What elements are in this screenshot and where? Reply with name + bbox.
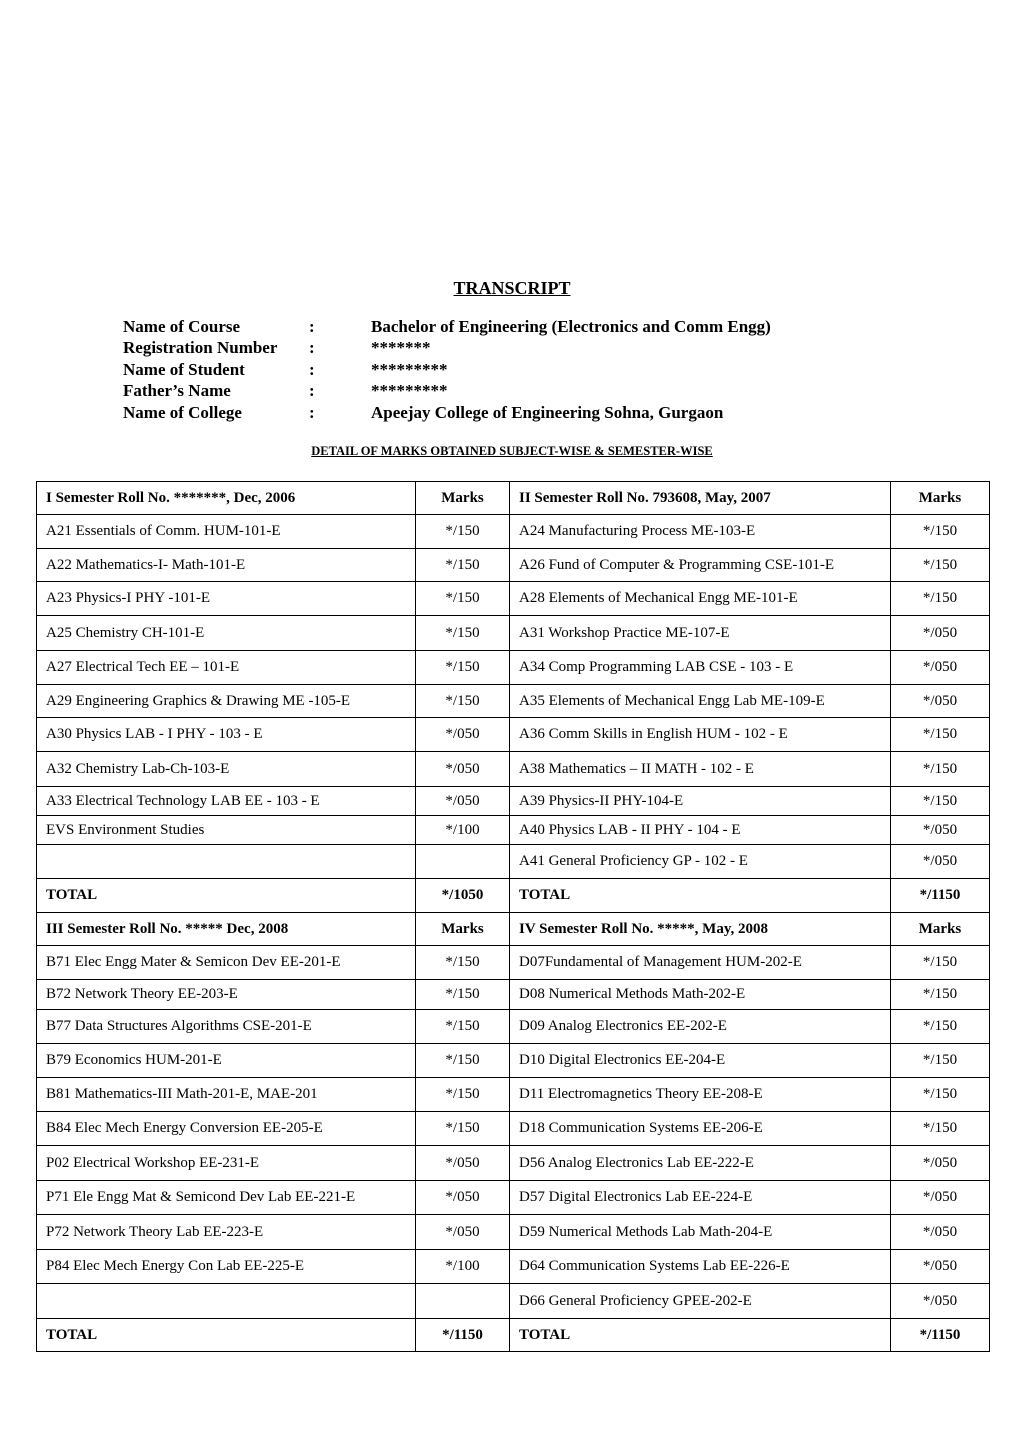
table-row	[37, 946, 990, 980]
subject-cell: A30 Physics LAB - I PHY - 103 - E	[37, 718, 416, 752]
table-row	[37, 845, 990, 879]
marks-cell: */150	[416, 651, 510, 685]
marks-cell: */050	[891, 845, 990, 879]
table-row	[37, 1112, 990, 1146]
marks-table	[36, 481, 990, 1352]
info-label: Name of Course	[123, 316, 241, 336]
marks-cell: */150	[416, 1044, 510, 1078]
subject-cell: A24 Manufacturing Process ME-103-E	[510, 515, 891, 549]
info-row	[123, 338, 771, 360]
subject-cell: D56 Analog Electronics Lab EE-222-E	[510, 1146, 891, 1181]
marks-cell: */100	[416, 1250, 510, 1284]
info-row	[123, 402, 771, 424]
total-marks: */1050	[416, 879, 510, 913]
marks-cell: */150	[891, 1078, 990, 1112]
table-row	[37, 1146, 990, 1181]
subject-cell	[37, 1284, 416, 1319]
subject-cell: B79 Economics HUM-201-E	[37, 1044, 416, 1078]
marks-cell: */150	[416, 946, 510, 980]
subject-cell: A28 Elements of Mechanical Engg ME-101-E	[510, 582, 891, 616]
subject-cell: D07Fundamental of Management HUM-202-E	[510, 946, 891, 980]
marks-cell: */050	[416, 752, 510, 787]
marks-header: Marks	[891, 482, 990, 515]
table-row	[37, 787, 990, 816]
subject-cell: A31 Workshop Practice ME-107-E	[510, 616, 891, 651]
marks-cell: */150	[891, 1112, 990, 1146]
subject-cell: A32 Chemistry Lab-Ch-103-E	[37, 752, 416, 787]
transcript-title: TRANSCRIPT	[453, 278, 571, 298]
marks-cell: */050	[891, 685, 990, 718]
subject-cell: B81 Mathematics-III Math-201-E, MAE-201	[37, 1078, 416, 1112]
table-row	[37, 1044, 990, 1078]
table-row	[37, 752, 990, 787]
marks-header: Marks	[891, 913, 990, 946]
info-colon: :	[309, 402, 315, 422]
total-row	[37, 879, 990, 913]
marks-cell: */050	[416, 718, 510, 752]
marks-cell	[416, 1284, 510, 1319]
subject-cell: A34 Comp Programming LAB CSE - 103 - E	[510, 651, 891, 685]
table-row	[37, 1078, 990, 1112]
marks-header: Marks	[416, 913, 510, 946]
table-row	[37, 582, 990, 616]
table-row	[37, 1181, 990, 1215]
table-row	[37, 1284, 990, 1319]
total-marks: */1150	[416, 1319, 510, 1352]
marks-cell: */150	[891, 582, 990, 616]
subject-cell: A39 Physics-II PHY-104-E	[510, 787, 891, 816]
subject-cell: D18 Communication Systems EE-206-E	[510, 1112, 891, 1146]
marks-cell: */150	[891, 980, 990, 1010]
semester-header: III Semester Roll No. ***** Dec, 2008	[37, 913, 416, 946]
marks-cell: */150	[416, 1078, 510, 1112]
subject-cell: EVS Environment Studies	[37, 816, 416, 845]
semester-header-row	[37, 913, 990, 946]
table-row	[37, 980, 990, 1010]
subject-cell: D08 Numerical Methods Math-202-E	[510, 980, 891, 1010]
marks-cell: */050	[891, 1284, 990, 1319]
table-row	[37, 616, 990, 651]
table-row	[37, 718, 990, 752]
marks-cell: */150	[891, 1044, 990, 1078]
subject-cell: A41 General Proficiency GP - 102 - E	[510, 845, 891, 879]
info-colon: :	[309, 338, 315, 358]
subject-cell: A38 Mathematics – II MATH - 102 - E	[510, 752, 891, 787]
table-row	[37, 1250, 990, 1284]
marks-cell: */150	[891, 515, 990, 549]
marks-cell: */150	[891, 787, 990, 816]
total-marks: */1150	[891, 879, 990, 913]
info-row	[123, 316, 771, 338]
subject-cell: A40 Physics LAB - II PHY - 104 - E	[510, 816, 891, 845]
subject-cell: A23 Physics-I PHY -101-E	[37, 582, 416, 616]
subject-cell: B71 Elec Engg Mater & Semicon Dev EE-201-E	[37, 946, 416, 980]
total-label: TOTAL	[37, 1319, 416, 1352]
marks-cell: */150	[891, 718, 990, 752]
info-value: *********	[371, 359, 448, 379]
info-label: Father’s Name	[123, 381, 231, 401]
subject-cell: D59 Numerical Methods Lab Math-204-E	[510, 1215, 891, 1250]
marks-cell: */150	[416, 515, 510, 549]
info-label: Registration Number	[123, 338, 278, 358]
info-value: Apeejay College of Engineering Sohna, Gurgaon	[371, 402, 724, 422]
marks-cell: */150	[416, 1010, 510, 1044]
total-marks: */1150	[891, 1319, 990, 1352]
subject-cell: D09 Analog Electronics EE-202-E	[510, 1010, 891, 1044]
subject-cell: D11 Electromagnetics Theory EE-208-E	[510, 1078, 891, 1112]
subject-cell: D10 Digital Electronics EE-204-E	[510, 1044, 891, 1078]
table-row	[37, 549, 990, 582]
info-row	[123, 359, 771, 381]
marks-cell: */050	[891, 616, 990, 651]
marks-cell: */050	[416, 1181, 510, 1215]
info-row	[123, 381, 771, 403]
table-row	[37, 651, 990, 685]
info-value: Bachelor of Engineering (Electronics and Comm Engg)	[371, 316, 771, 336]
table-row	[37, 515, 990, 549]
info-value: *******	[371, 338, 431, 358]
info-label: Name of Student	[123, 359, 245, 379]
subject-cell: A21 Essentials of Comm. HUM-101-E	[37, 515, 416, 549]
semester-header: I Semester Roll No. *******, Dec, 2006	[37, 482, 416, 515]
semester-header-row	[37, 482, 990, 515]
semester-header: II Semester Roll No. 793608, May, 2007	[510, 482, 891, 515]
table-row	[37, 685, 990, 718]
info-colon: :	[309, 316, 315, 336]
table-row	[37, 816, 990, 845]
subject-cell: A27 Electrical Tech EE – 101-E	[37, 651, 416, 685]
total-label: TOTAL	[510, 1319, 891, 1352]
marks-cell: */050	[891, 816, 990, 845]
student-info	[123, 316, 771, 424]
subject-cell: B84 Elec Mech Energy Conversion EE-205-E	[37, 1112, 416, 1146]
subject-cell: A26 Fund of Computer & Programming CSE-101-E	[510, 549, 891, 582]
subject-cell: P72 Network Theory Lab EE-223-E	[37, 1215, 416, 1250]
subject-cell: A25 Chemistry CH-101-E	[37, 616, 416, 651]
marks-cell: */150	[416, 549, 510, 582]
subject-cell: D64 Communication Systems Lab EE-226-E	[510, 1250, 891, 1284]
marks-cell: */050	[891, 1181, 990, 1215]
marks-cell: */050	[416, 1215, 510, 1250]
total-row	[37, 1319, 990, 1352]
subject-cell: A36 Comm Skills in English HUM - 102 - E	[510, 718, 891, 752]
marks-cell: */150	[416, 980, 510, 1010]
table-row	[37, 1010, 990, 1044]
marks-cell: */050	[891, 651, 990, 685]
info-colon: :	[309, 381, 315, 401]
marks-header: Marks	[416, 482, 510, 515]
subject-cell	[37, 845, 416, 879]
marks-cell: */050	[891, 1250, 990, 1284]
marks-subtitle: DETAIL OF MARKS OBTAINED SUBJECT-WISE & SEMESTER-WISE	[311, 444, 713, 458]
subject-cell: B77 Data Structures Algorithms CSE-201-E	[37, 1010, 416, 1044]
subject-cell: A33 Electrical Technology LAB EE - 103 - E	[37, 787, 416, 816]
marks-cell: */150	[416, 685, 510, 718]
marks-cell: */050	[891, 1215, 990, 1250]
semester-header: IV Semester Roll No. *****, May, 2008	[510, 913, 891, 946]
total-label: TOTAL	[37, 879, 416, 913]
info-colon: :	[309, 359, 315, 379]
marks-cell: */050	[891, 1146, 990, 1181]
subject-cell: P02 Electrical Workshop EE-231-E	[37, 1146, 416, 1181]
subject-cell: D66 General Proficiency GPEE-202-E	[510, 1284, 891, 1319]
total-label: TOTAL	[510, 879, 891, 913]
marks-cell: */150	[891, 549, 990, 582]
marks-cell: */050	[416, 1146, 510, 1181]
marks-cell: */100	[416, 816, 510, 845]
subject-cell: P71 Ele Engg Mat & Semicond Dev Lab EE-221-E	[37, 1181, 416, 1215]
marks-cell	[416, 845, 510, 879]
subject-cell: P84 Elec Mech Energy Con Lab EE-225-E	[37, 1250, 416, 1284]
subject-cell: A22 Mathematics-I- Math-101-E	[37, 549, 416, 582]
subject-cell: A29 Engineering Graphics & Drawing ME -105-E	[37, 685, 416, 718]
subject-cell: A35 Elements of Mechanical Engg Lab ME-109-E	[510, 685, 891, 718]
marks-cell: */150	[416, 616, 510, 651]
marks-cell: */150	[416, 582, 510, 616]
subject-cell: B72 Network Theory EE-203-E	[37, 980, 416, 1010]
marks-cell: */150	[891, 752, 990, 787]
table-row	[37, 1215, 990, 1250]
marks-cell: */150	[891, 1010, 990, 1044]
marks-cell: */150	[891, 946, 990, 980]
subject-cell: D57 Digital Electronics Lab EE-224-E	[510, 1181, 891, 1215]
marks-cell: */150	[416, 1112, 510, 1146]
info-label: Name of College	[123, 402, 242, 422]
info-value: *********	[371, 381, 448, 401]
marks-cell: */050	[416, 787, 510, 816]
